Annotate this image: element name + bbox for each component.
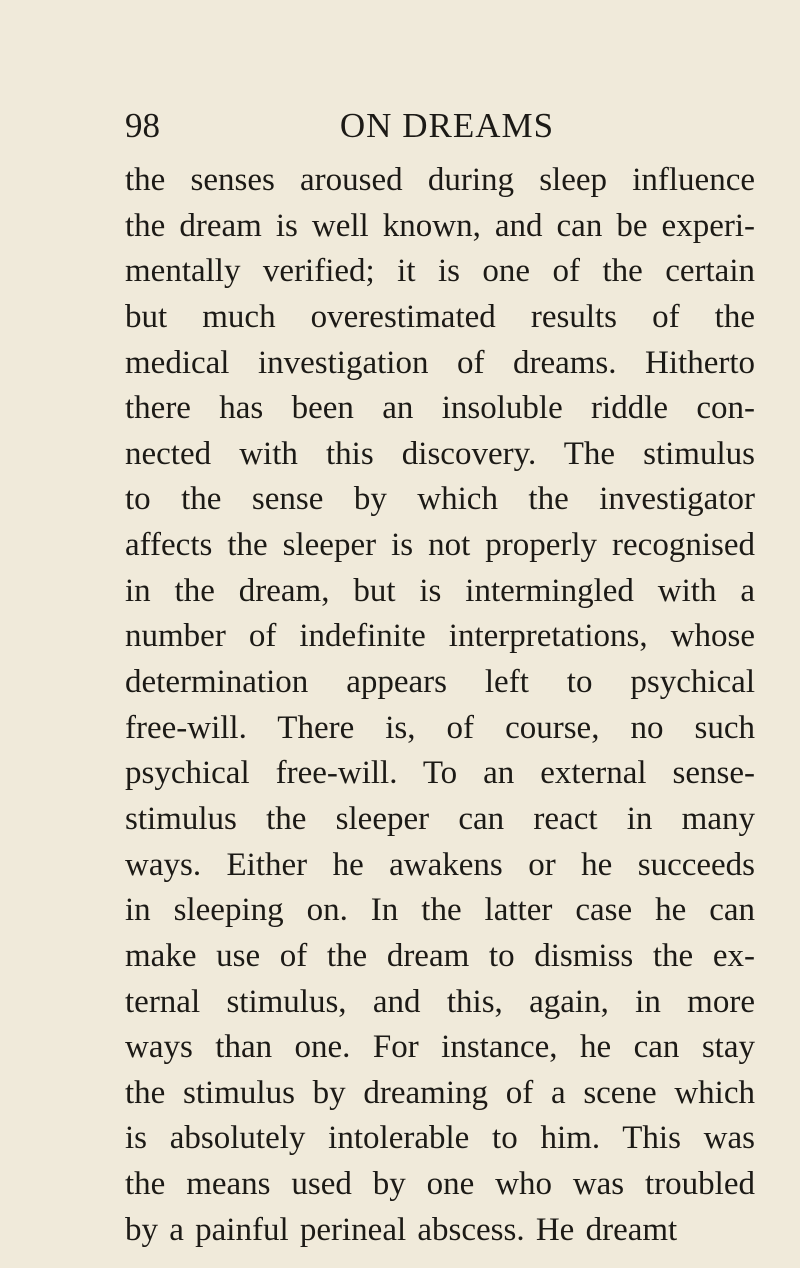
running-title: ON DREAMS [339,106,555,145]
text-line: mentally verified; it is one of the certain [125,253,755,290]
text-line: the means used by one who was troubled [125,1166,755,1203]
text-line: to the sense by which the investigator [125,481,755,518]
text-line: in sleeping on. In the latter case he can [125,892,755,929]
text-line: nected with this discovery. The stimulus [125,435,755,472]
body-text [125,158,755,1253]
text-line: number of indefinite interpretations, whose [125,618,755,655]
page-number: 98 [125,106,160,145]
text-line: by a painful perineal abscess. He dreamt [125,1211,678,1248]
text-line: psychical free-will. To an external sense- [125,755,755,792]
text-line: in the dream, but is intermingled with a [125,572,755,609]
text-line: is absolutely intolerable to him. This was [125,1120,755,1157]
text-line: ways. Either he awakens or he succeeds [125,846,755,883]
text-line: the dream is well known, and can be experi- [125,207,755,244]
text-line: but much overestimated results of the [125,298,755,335]
text-line: ways than one. For instance, he can stay [125,1029,755,1066]
text-line: make use of the dream to dismiss the ex- [125,937,755,974]
text-line: determination appears left to psychical [125,664,755,701]
text-line: the stimulus by dreaming of a scene which [125,1074,755,1111]
text-line: stimulus the sleeper can react in many [125,800,755,837]
text-line: affects the sleeper is not properly recognised [125,527,755,564]
text-line: free-will. There is, of course, no such [125,709,755,746]
text-line: medical investigation of dreams. Hitherto [125,344,755,381]
text-line: there has been an insoluble riddle con- [125,390,755,427]
text-line: ternal stimulus, and this, again, in more [125,983,755,1020]
text-line: the senses aroused during sleep influence [125,162,755,198]
running-head [125,104,749,148]
